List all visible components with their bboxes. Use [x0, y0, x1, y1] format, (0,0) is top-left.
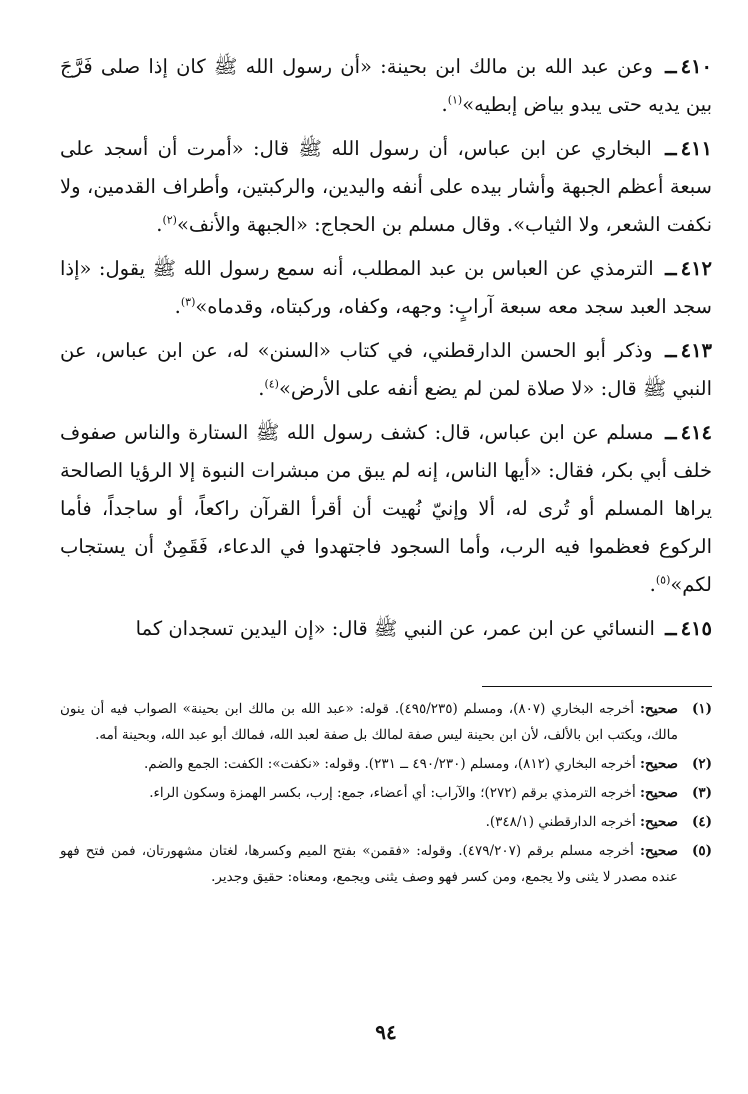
footnote-body [60, 751, 678, 777]
hadith-text: الترمذي عن العباس بن عبد المطلب، أنه سمع رسول الله ﷺ يقول: «إذا سجد العبد سجد معه سبعة آرابٍ: وجهه، وكفاه، وركبتاه، وقدماه» [60, 257, 712, 318]
footnote-body [60, 780, 678, 806]
footnote-body [60, 809, 678, 835]
footnote-text: أخرجه مسلم برقم (٤٧٩/٢٠٧). وقوله: «فقمن» بفتح الميم وكسرها، لغتان مشهورتان، فمن فتح فهو عنده مصدر لا يثنى ولا يجمع، ومن كسر فهو وصف يثنى ويجمع، ومعناه: حقيق وجدير. [60, 843, 678, 885]
footnote-number: (١) [691, 701, 712, 717]
hadith-number: ٤١٤ [680, 421, 712, 444]
hadith-414: ٤١٤ــ مسلم عن ابن عباس، قال: كشف رسول الله ﷺ الستارة والناس صفوف خلف أبي بكر، فقال: «أيها الناس، إنه لم يبق من مبشرات النبوة إلا الرؤيا الصالحة يراها المسلم أو تُرى له، ألا وإنيّ نُهيت أن أقرأ القرآن راكعاً، أو ساجداً، فأما الركوع فعظموا فيه الرب، وأما السجود فاجتهدوا في الدعاء، فَقَمِنٌ أن يستجاب لكم»$^{(٥)}$. [60, 421, 712, 596]
footnote-grade: صحيح: [640, 785, 678, 801]
hadith-413: ٤١٣ــ وذكر أبو الحسن الدارقطني، في كتاب «السنن» له، عن ابن عباس، عن النبي ﷺ قال: «لا صلاة لمن لم يضع أنفه على الأرض»$^{(٤)}$. [60, 339, 713, 400]
footnote-5 [60, 838, 712, 890]
footnote-ref: (٤) [264, 377, 279, 391]
footnote-text: أخرجه البخاري (٨٠٧)، ومسلم (٤٩٥/٢٣٥). قوله: «عبد الله بن مالك ابن بحينة» الصواب فيه أن ينون مالك، ويكتب ابن بالألف، لأن ابن بحينة ليس صفة لمالك بل صفة لعبد الله، فمالك أبو عبد الله، وبحينة أمه. [60, 701, 678, 743]
footnote-2 [60, 751, 712, 777]
footnote-1 [60, 696, 712, 748]
hadith-number: ٤١٠ [680, 55, 712, 78]
hadith-dash: ــ [665, 137, 677, 160]
footnote-text: أخرجه البخاري (٨١٢)، ومسلم (٤٩٠/٢٣٠ ــ ٢٣١). وقوله: «نكفت»: الكفت: الجمع والضم. [143, 756, 636, 772]
footnote-divider [482, 686, 712, 687]
footnote-text: أخرجه الترمذي برقم (٢٧٢)؛ والآراب: أي أعضاء، جمع: إرب، بكسر الهمزة وسكون الراء. [149, 785, 636, 801]
footnote-grade: صحيح: [640, 814, 678, 830]
footnote-grade: صحيح: [640, 701, 678, 717]
footnote-grade: صحيح: [640, 756, 678, 772]
footnotes-section [60, 696, 712, 893]
footnote-number: (٣) [691, 785, 712, 801]
footnote-number: (٢) [691, 756, 712, 772]
hadith-dash: ــ [665, 257, 677, 280]
hadith-dash: ــ [665, 617, 677, 640]
hadith-text: وعن عبد الله بن مالك ابن بحينة: «أن رسول الله ﷺ كان إذا صلى فَرَّجَ بين يديه حتى يبدو بياض إبطيه» [60, 55, 712, 116]
footnote-ref: (٣) [180, 295, 196, 309]
hadith-text: البخاري عن ابن عباس، أن رسول الله ﷺ قال: «أمرت أن أسجد على سبعة أعظم الجبهة وأشار بيده على أنفه واليدين، والركبتين، وأطراف القدمين، ولا نكفت الشعر، ولا الثياب». وقال مسلم بن الحجاج: «الجبهة والأنف» [60, 137, 712, 236]
footnote-3 [60, 780, 712, 806]
hadith-410: ٤١٠ــ وعن عبد الله بن مالك ابن بحينة: «أن رسول الله ﷺ كان إذا صلى فَرَّجَ بين يديه حتى يبدو بياض إبطيه»$^{(١)}$. [60, 55, 712, 116]
hadith-number: ٤١٢ [680, 257, 713, 280]
hadith-text: وذكر أبو الحسن الدارقطني، في كتاب «السنن» له، عن ابن عباس، عن النبي ﷺ قال: «لا صلاة لمن لم يضع أنفه على الأرض» [60, 339, 712, 400]
footnote-number: (٥) [691, 843, 712, 859]
footnote-ref: (١) [447, 93, 463, 107]
footnote-body [60, 838, 678, 890]
hadith-number: ٤١١ [680, 137, 712, 160]
page-number: ٩٤ [375, 1020, 397, 1044]
hadith-text: مسلم عن ابن عباس، قال: كشف رسول الله ﷺ الستارة والناس صفوف خلف أبي بكر، فقال: «أيها الناس، إنه لم يبق من مبشرات النبوة إلا الرؤيا الصالحة يراها المسلم أو تُرى له، ألا وإنيّ نُهيت أن أقرأ القرآن راكعاً، أو ساجداً، فأما الركوع فعظموا فيه الرب، وأما السجود فاجتهدوا في الدعاء، فَقَمِنٌ أن يستجاب لكم» [60, 421, 712, 596]
footnote-text: أخرجه الدارقطني (٣٤٨/١). [485, 814, 636, 830]
hadith-text: النسائي عن ابن عمر، عن النبي ﷺ قال: «إن اليدين تسجدان كما [135, 617, 655, 640]
hadith-number: ٤١٥ [680, 617, 712, 640]
hadith-dash: ــ [665, 421, 677, 444]
footnote-4 [60, 809, 712, 835]
hadith-411: ٤١١ــ البخاري عن ابن عباس، أن رسول الله ﷺ قال: «أمرت أن أسجد على سبعة أعظم الجبهة وأشار بيده على أنفه واليدين، والركبتين، وأطراف القدمين، ولا نكفت الشعر، ولا الثياب». وقال مسلم بن الحجاج: «الجبهة والأنف»$^{(٢)}$. [60, 137, 712, 236]
hadith-number: ٤١٣ [680, 339, 713, 362]
footnote-body [60, 696, 678, 748]
document-page [60, 48, 712, 1058]
footnote-grade: صحيح: [640, 843, 678, 859]
hadith-dash: ــ [665, 339, 677, 362]
footnote-ref: (٢) [162, 213, 177, 227]
hadith-412: ٤١٢ــ الترمذي عن العباس بن عبد المطلب، أنه سمع رسول الله ﷺ يقول: «إذا سجد العبد سجد معه سبعة آرابٍ: وجهه، وكفاه، وركبتاه، وقدماه»$^{(٣)}$. [60, 257, 713, 318]
footnote-ref: (٥) [655, 573, 671, 587]
hadith-415 [60, 610, 712, 648]
footnote-number: (٤) [691, 814, 712, 830]
hadith-dash: ــ [665, 55, 677, 78]
